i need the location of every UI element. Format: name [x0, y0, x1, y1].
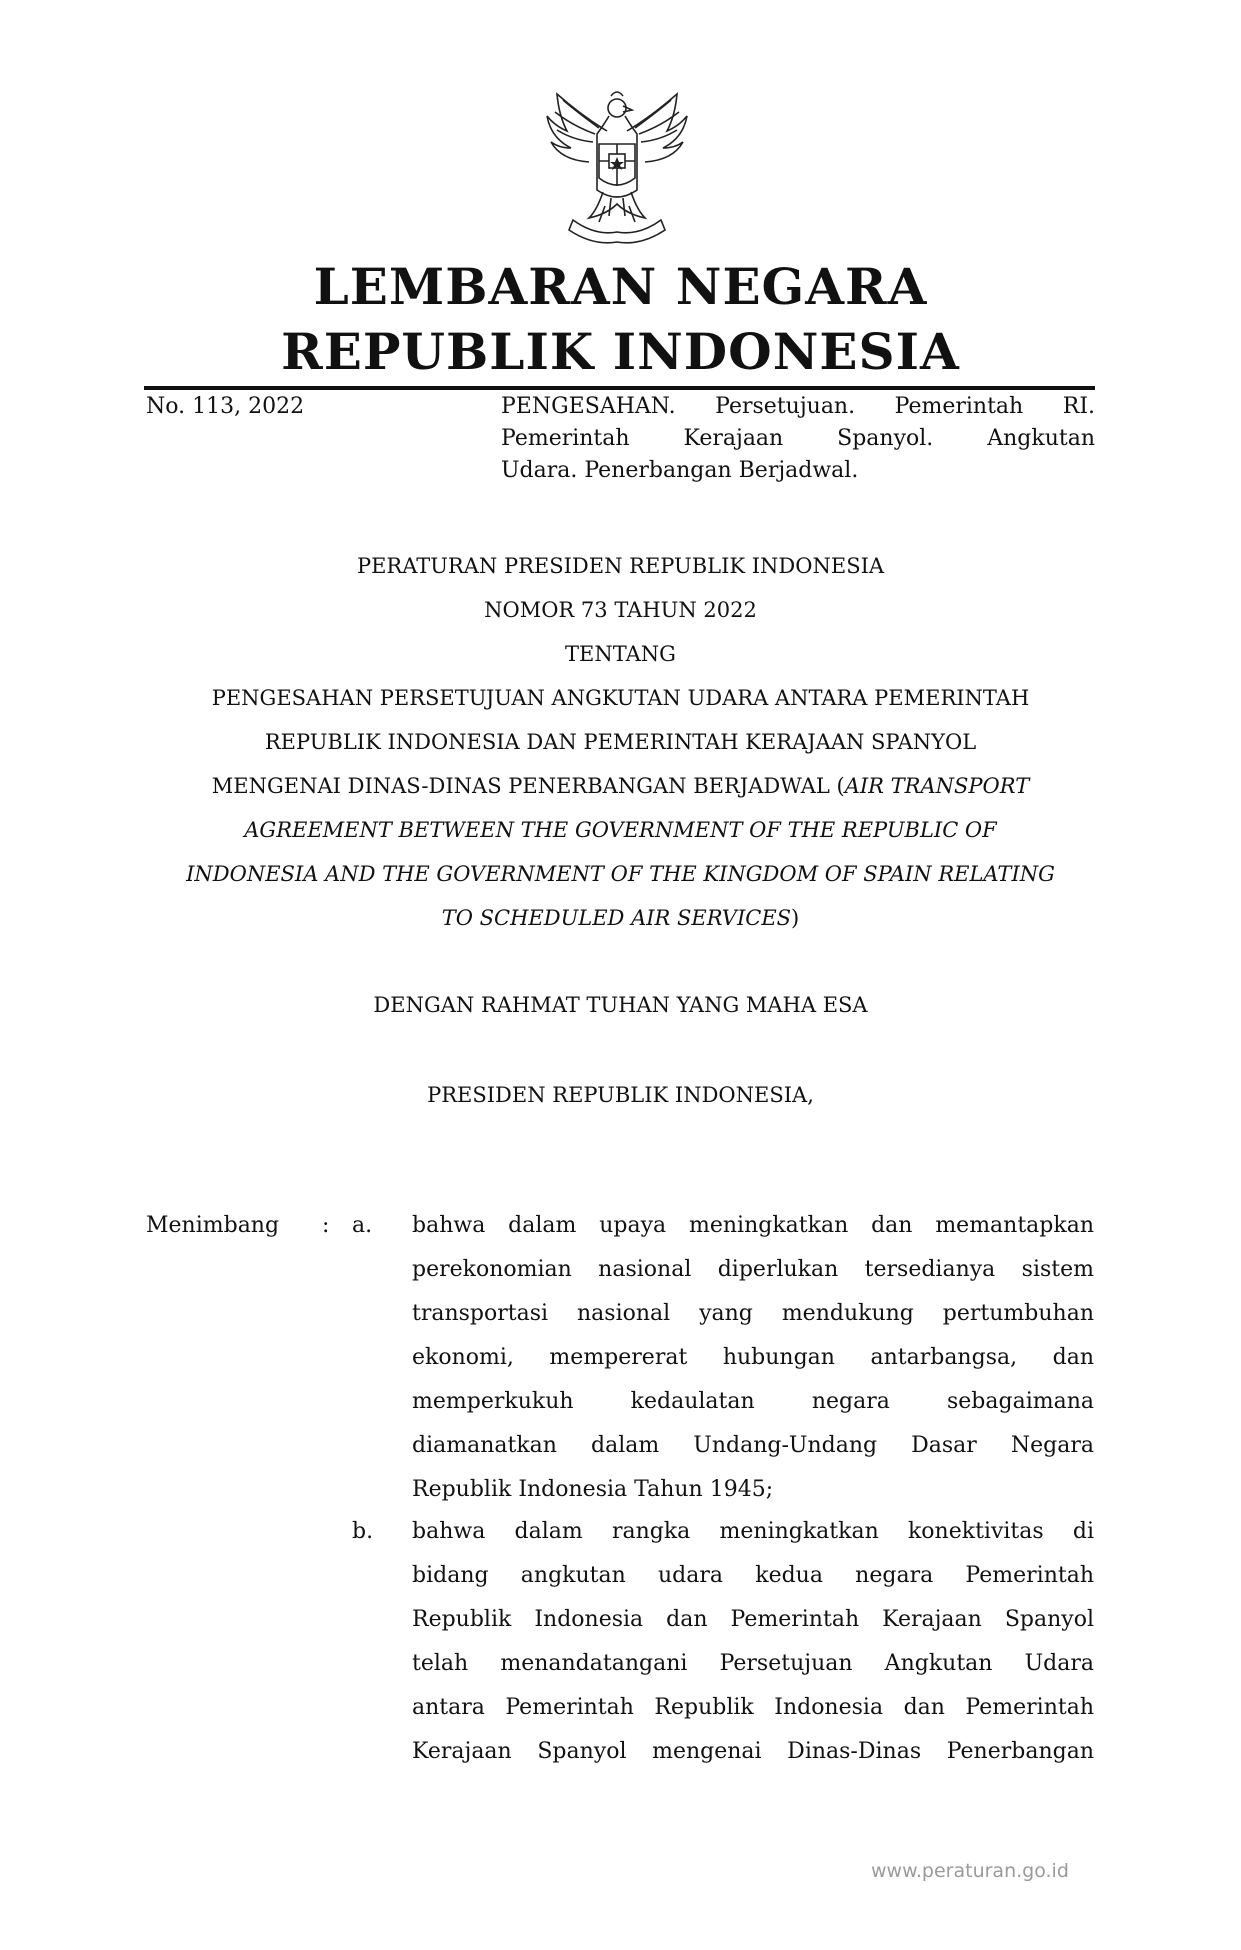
consideration-line: Kerajaan Spanyol mengenai Dinas-Dinas Penerbangan — [412, 1739, 1094, 1764]
president-title: PRESIDEN REPUBLIK INDONESIA, — [427, 1083, 814, 1107]
source-watermark: www.peraturan.go.id — [871, 1860, 1069, 1882]
consideration-marker: b. — [352, 1519, 374, 1544]
gazette-title-line2: REPUBLIK INDONESIA — [281, 322, 960, 381]
consideration-line: bidang angkutan udara kedua negara Pemerintah — [412, 1563, 1094, 1588]
gazette-subject-line: PENGESAHAN. Persetujuan. Pemerintah RI. — [501, 394, 1095, 419]
gazette-title-line1: LEMBARAN NEGARA — [313, 257, 928, 316]
header-divider — [144, 386, 1095, 390]
considerations-label: Menimbang — [146, 1213, 280, 1238]
gazette-subject — [501, 391, 1095, 487]
consideration-line: perekonomian nasional diperlukan tersedianya sistem — [412, 1257, 1094, 1282]
gazette-subject-line: Pemerintah Kerajaan Spanyol. Angkutan — [501, 426, 1095, 451]
consideration-line: bahwa dalam rangka meningkatkan konektivitas di — [412, 1519, 1094, 1544]
consideration-line: Republik Indonesia Tahun 1945; — [412, 1477, 774, 1502]
regulation-about: TENTANG — [565, 642, 676, 666]
consideration-line: Republik Indonesia dan Pemerintah Kerajaan Spanyol — [412, 1607, 1094, 1632]
regulation-subject-text: MENGENAI DINAS-DINAS PENERBANGAN BERJADWAL ( — [211, 774, 845, 798]
regulation-type: PERATURAN PRESIDEN REPUBLIK INDONESIA — [356, 554, 885, 578]
regulation-subject-line — [0, 896, 1241, 940]
gazette-number: No. 113, 2022 — [146, 394, 305, 419]
regulation-subject-line: REPUBLIK INDONESIA DAN PEMERINTAH KERAJAAN SPANYOL — [264, 730, 977, 754]
regulation-subject-english: INDONESIA AND THE GOVERNMENT OF THE KINGDOM OF SPAIN RELATING — [186, 862, 1055, 886]
regulation-subject-english: AGREEMENT BETWEEN THE GOVERNMENT OF THE REPUBLIC OF — [244, 818, 997, 842]
regulation-subject-line: PENGESAHAN PERSETUJUAN ANGKUTAN UDARA ANTARA PEMERINTAH — [211, 686, 1030, 710]
regulation-subject-english: AIR TRANSPORT — [844, 774, 1030, 798]
consideration-item-a — [412, 1204, 1094, 1512]
regulation-subject-line — [0, 764, 1241, 808]
garuda-pancasila-emblem-icon — [537, 86, 697, 246]
consideration-item-b — [412, 1510, 1094, 1774]
consideration-line: ekonomi, mempererat hubungan antarbangsa, dan — [412, 1345, 1094, 1370]
regulation-subject-english: TO SCHEDULED AIR SERVICES — [441, 906, 792, 930]
consideration-line: diamanatkan dalam Undang-Undang Dasar Negara — [412, 1433, 1094, 1458]
consideration-line: telah menandatangani Persetujuan Angkutan Udara — [412, 1651, 1094, 1676]
consideration-line: memperkukuh kedaulatan negara sebagaimana — [412, 1389, 1094, 1414]
regulation-heading — [0, 544, 1241, 940]
consideration-marker: a. — [352, 1213, 373, 1238]
consideration-line: antara Pemerintah Republik Indonesia dan Pemerintah — [412, 1695, 1094, 1720]
consideration-line: transportasi nasional yang mendukung pertumbuhan — [412, 1301, 1094, 1326]
regulation-subject-close: ) — [791, 906, 800, 930]
regulation-number: NOMOR 73 TAHUN 2022 — [484, 598, 757, 622]
consideration-line: bahwa dalam upaya meningkatkan dan memantapkan — [412, 1213, 1094, 1238]
invocation: DENGAN RAHMAT TUHAN YANG MAHA ESA — [373, 993, 868, 1017]
gazette-subject-line: Udara. Penerbangan Berjadwal. — [501, 458, 859, 483]
considerations-colon: : — [322, 1213, 330, 1238]
